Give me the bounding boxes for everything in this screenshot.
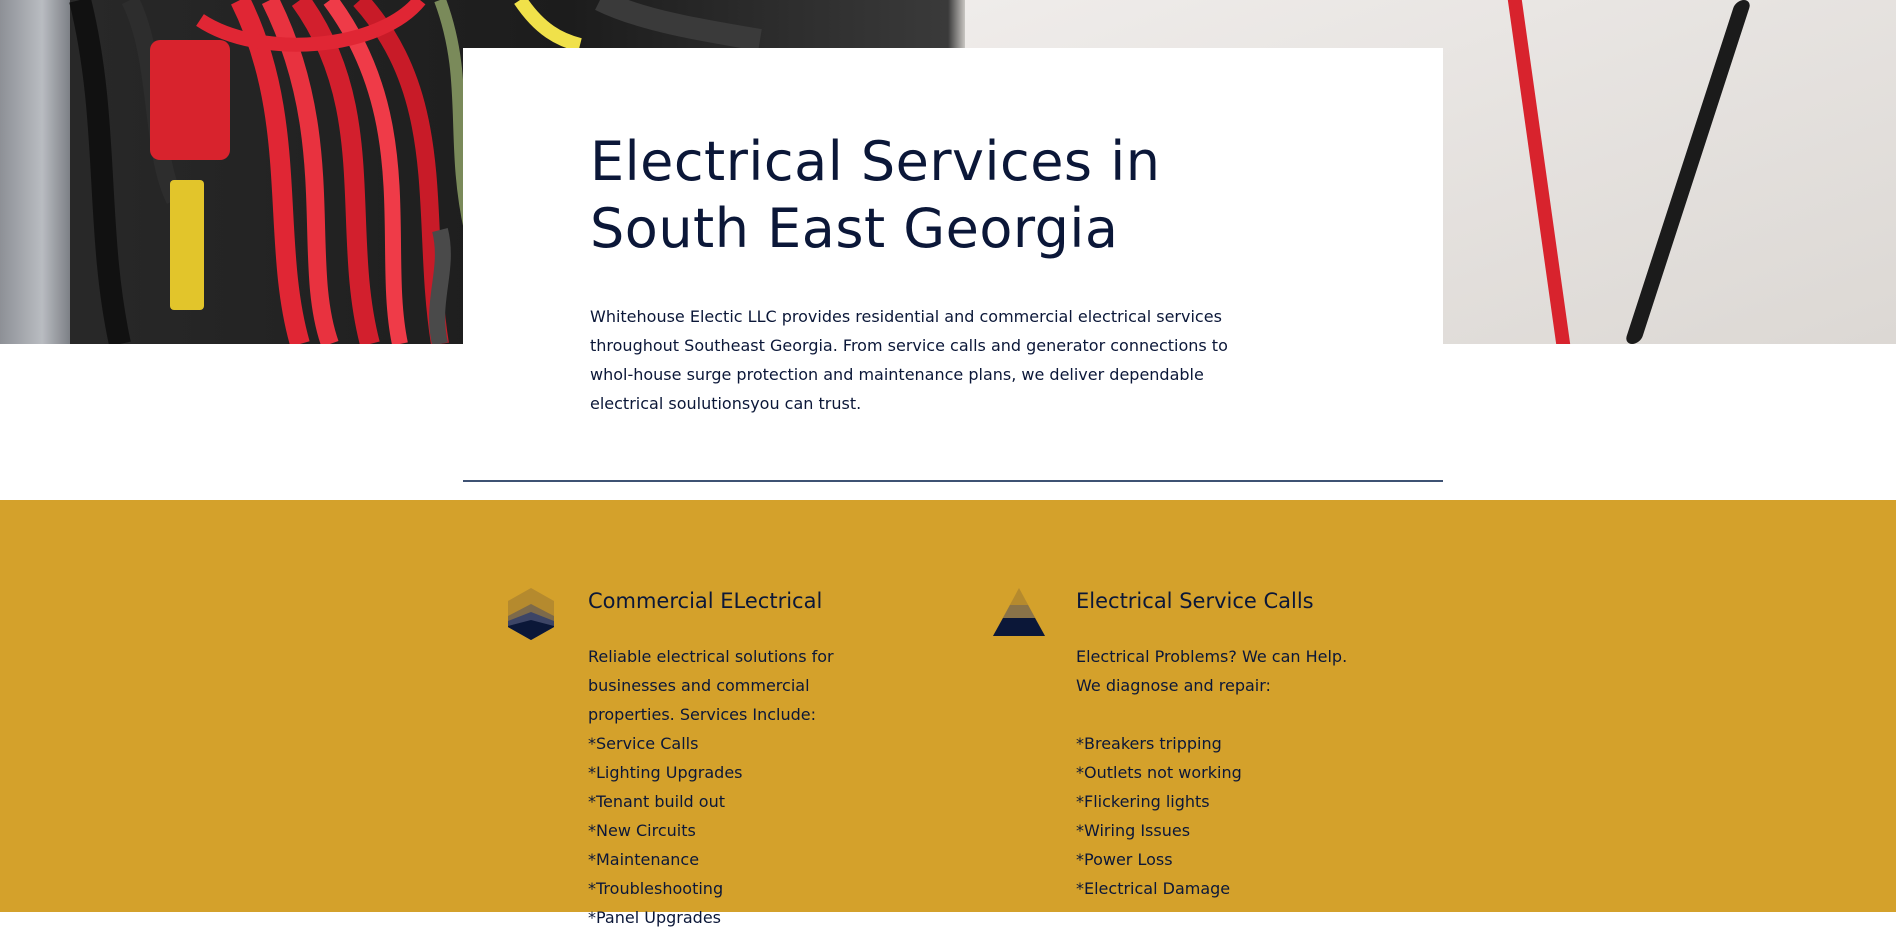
service-line: properties. Services Include: [588,705,817,724]
service-line: Reliable electrical solutions for [588,647,834,666]
service-line: Electrical Problems? We can Help. [1076,647,1348,666]
service-title: Electrical Service Calls [1076,589,1314,613]
service-title: Commercial ELectrical [588,589,823,613]
triangle-icon [993,588,1045,636]
page-title: Electrical Services in South East Georgia [590,130,1161,260]
service-line: *Service Calls [588,734,699,753]
service-line: *Tenant build out [588,792,725,811]
hexagon-icon [508,588,554,640]
hero-card [463,48,1443,481]
section-divider [463,480,1443,482]
service-line: *Panel Upgrades [588,908,721,927]
service-line [1076,700,1347,729]
breaker-handle-red [150,40,230,160]
service-line: businesses and commercial [588,676,810,695]
service-line: *Maintenance [588,850,700,869]
service-line: *Power Loss [1076,850,1173,869]
service-line: *Wiring Issues [1076,821,1191,840]
service-line: *Lighting Upgrades [588,763,743,782]
service-description [1076,642,1347,903]
breaker-handle-yellow [170,180,204,310]
service-line: *New Circuits [588,821,696,840]
service-line: We diagnose and repair: [1076,676,1271,695]
service-line: *Flickering lights [1076,792,1210,811]
service-line: *Electrical Damage [1076,879,1231,898]
hero-description: Whitehouse Electic LLC provides residential and commercial electrical services throughout Southeast Georgia. From service calls and generator connections to whol-house surge protection and maintenance plans, we deliver dependable electrical soulutionsyou can trust. [590,307,1228,413]
services-section [0,500,1896,927]
service-line: *Outlets not working [1076,763,1242,782]
service-line: *Troubleshooting [588,879,724,898]
service-line: *Breakers tripping [1076,734,1222,753]
service-description [588,642,834,932]
